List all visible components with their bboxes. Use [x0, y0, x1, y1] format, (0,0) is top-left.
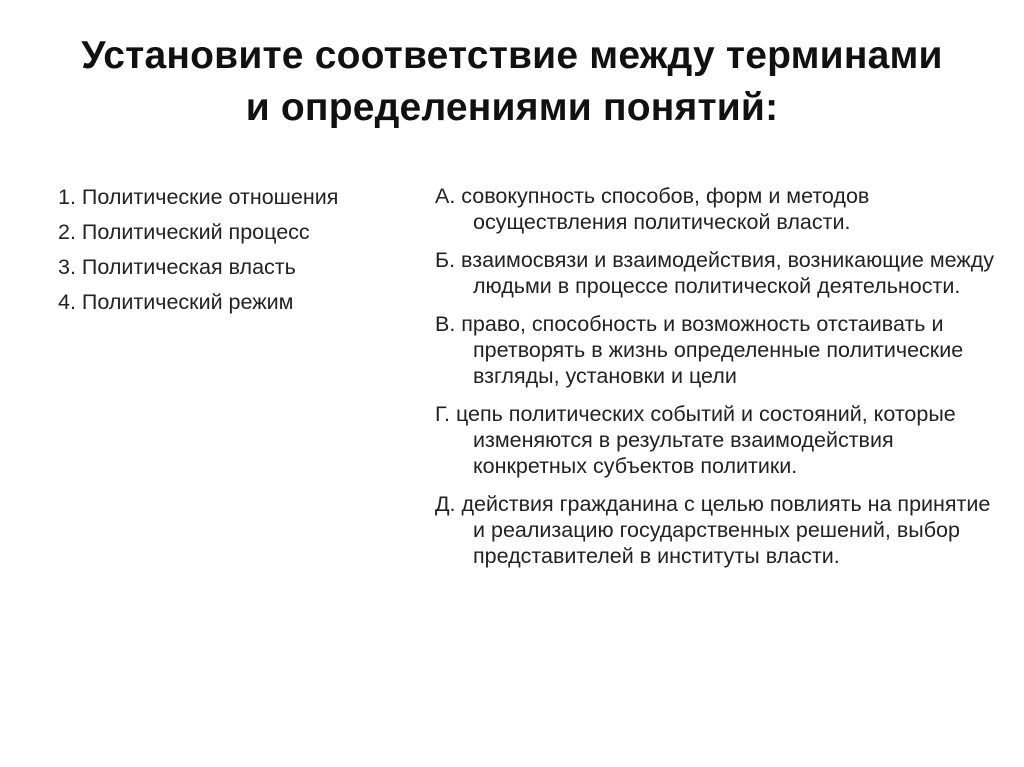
title-line-1: Установите соответствие между терминами: [81, 34, 943, 77]
title-line-2: и определениями понятий:: [245, 86, 779, 129]
term-item-4: 4. Политический режим: [58, 290, 294, 314]
page-title: [40, 30, 984, 134]
term-item-1: 1. Политические отношения: [58, 185, 339, 209]
definition-item-a: А. совокупность способов, форм и методов осуществления политической власти.: [435, 184, 870, 234]
definitions-list: [435, 183, 995, 581]
term-item-2: 2. Политический процесс: [58, 220, 310, 244]
definition-item-v: В. право, способность и возможность отстаивать и претворять в жизнь определенные политические взгляды, установки и цели: [435, 312, 964, 388]
definition-item-g: Г. цепь политических событий и состояний, которые изменяются в результате взаимодействия конкретных субъектов политики.: [435, 402, 956, 478]
definition-item-d: Д. действия гражданина с целью повлиять на принятие и реализацию государственных решений, выбор представителей в институты власти.: [435, 492, 991, 568]
definition-item-b: Б. взаимосвязи и взаимодействия, возникающие между людьми в процессе политической деятельности.: [435, 248, 994, 298]
terms-list: [58, 180, 418, 320]
term-item-3: 3. Политическая власть: [58, 255, 296, 279]
